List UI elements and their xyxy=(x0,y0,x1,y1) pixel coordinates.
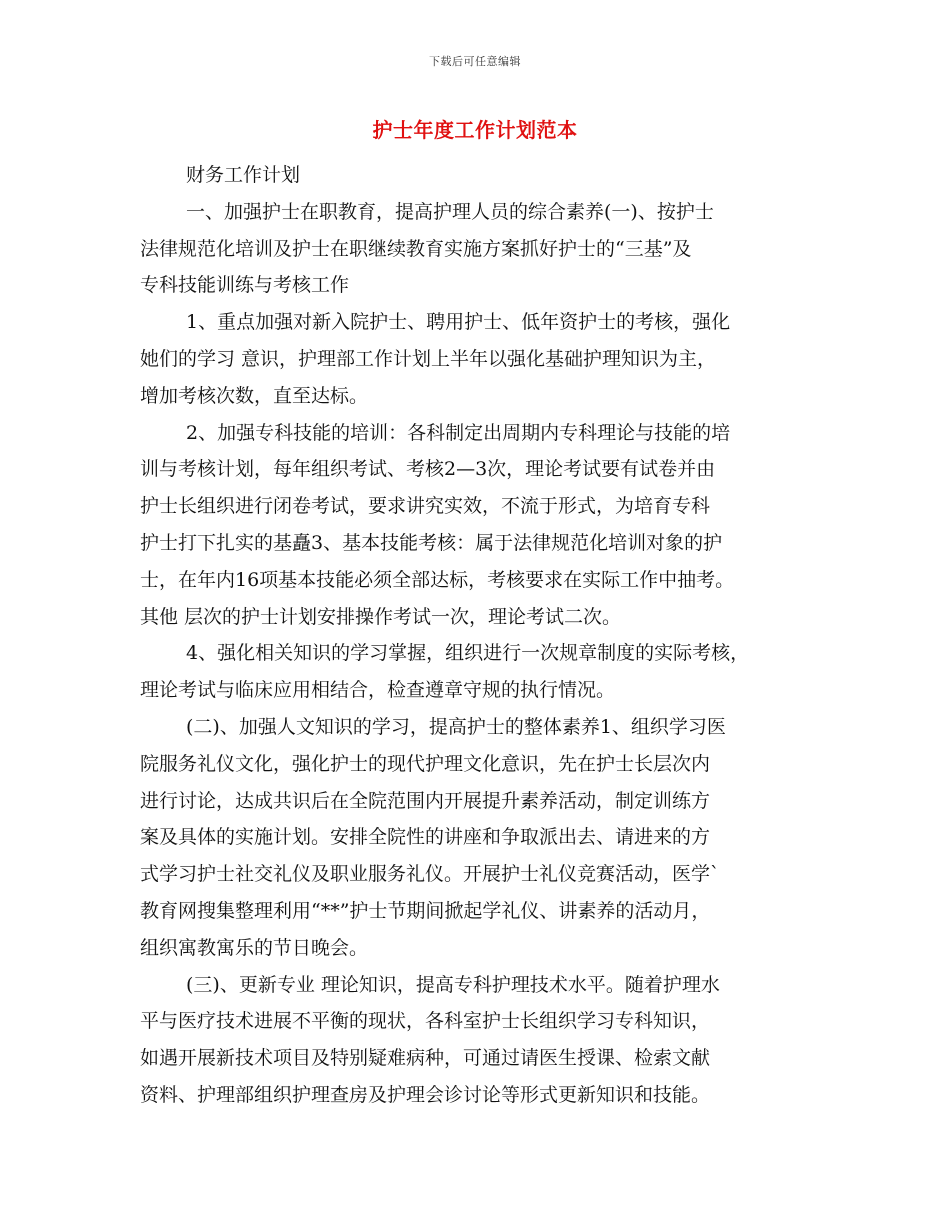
text-line: 专科技能训练与考核工作 xyxy=(140,274,350,297)
text-line: 院服务礼仪文化，强化护士的现代护理文化意识，先在护士长层次内 xyxy=(140,752,711,775)
text-line: 教育网搜集整理利用“**”护士节期间掀起学礼仪、讲素养的活动月， xyxy=(140,899,711,922)
text-line: 案及具体的实施计划。安排全院性的讲座和争取派出去、请进来的方 xyxy=(140,826,711,849)
document-title: 护士年度工作计划范本 xyxy=(372,118,578,142)
text-line: 护士打下扎实的基矗3、基本技能考核：属于法律规范化培训对象的护 xyxy=(140,531,723,554)
text-line: 组织寓教寓乐的节日晚会。 xyxy=(140,936,369,959)
document-body xyxy=(140,157,815,1114)
text-line: 2、加强专科技能的培训：各科制定出周期内专科理论与技能的培 xyxy=(186,421,731,444)
text-line: 财务工作计划 xyxy=(186,164,301,186)
text-line: 资料、护理部组织护理查房及护理会诊讨论等形式更新知识和技能。 xyxy=(140,1083,711,1106)
text-line: 护士长组织进行闭卷考试，要求讲究实效，不流于形式，为培育专科 xyxy=(140,495,711,518)
text-line: 如遇开展新技术项目及特别疑难病种，可通过请医生授课、检索文献 xyxy=(140,1047,711,1070)
text-line: 增加考核次数，直至达标。 xyxy=(140,384,369,407)
text-line: 理论考试与临床应用相结合，检查遵章守规的执行情况。 xyxy=(140,679,616,702)
text-line: (二)、加强人文知识的学习，提高护士的整体素养1、组织学习医 xyxy=(186,715,726,738)
header-note: 下载后可任意编辑 xyxy=(429,55,521,68)
text-line: 士，在年内16项基本技能必须全部达标，考核要求在实际工作中抽考。 xyxy=(140,568,735,591)
text-line: 训与考核计划，每年组织考试、考核2—3次，理论考试要有试卷并由 xyxy=(140,458,716,481)
text-line: 4、强化相关知识的学习掌握，组织进行一次规章制度的实际考核， xyxy=(186,642,750,665)
text-line: 一、加强护士在职教育，提高护理人员的综合素养(一)、按护士 xyxy=(186,200,714,223)
text-line: (三)、更新专业 理论知识，提高专科护理技术水平。随着护理水 xyxy=(186,973,720,996)
text-line: 式学习护士社交礼仪及职业服务礼仪。开展护士礼仪竞赛活动，医学` xyxy=(140,863,720,886)
text-line: 平与医疗技术进展不平衡的现状，各科室护士长组织学习专科知识， xyxy=(140,1010,711,1033)
text-line: 1、重点加强对新入院护士、聘用护士、低年资护士的考核，强化 xyxy=(186,311,731,334)
text-line: 法律规范化培训及护士在职继续教育实施方案抓好护士的“三基”及 xyxy=(140,237,692,260)
text-line: 进行讨论，达成共识后在全院范围内开展提升素养活动，制定训练方 xyxy=(140,789,711,812)
text-line: 她们的学习 意识，护理部工作计划上半年以强化基础护理知识为主， xyxy=(140,347,717,370)
text-line: 其他 层次的护士计划安排操作考试一次，理论考试二次。 xyxy=(140,605,622,628)
